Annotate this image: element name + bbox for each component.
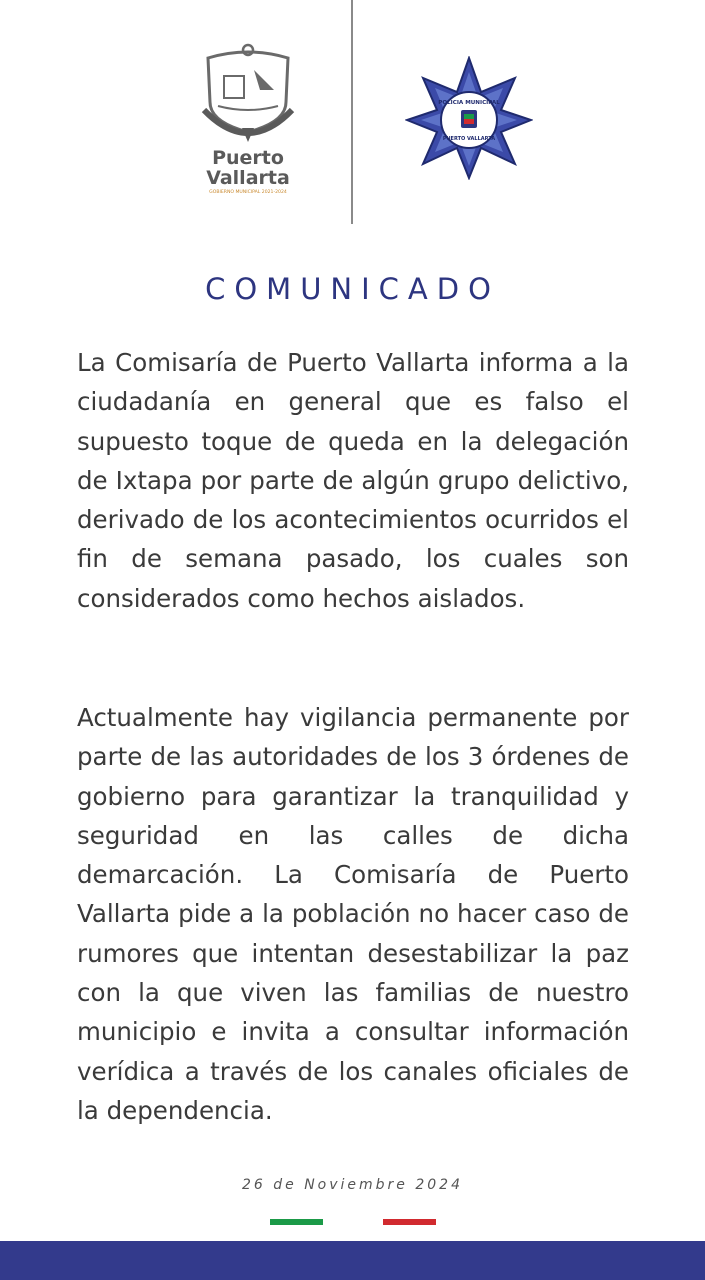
badge-bottom-text: PUERTO VALLARTA <box>442 136 496 142</box>
page-title: COMUNICADO <box>205 272 500 306</box>
paragraph-2: Actualmente hay vigilancia permanente por parte de las autoridades de los 3 órdenes de gobierno para garantizar la tranquilidad y seguridad en las calles de dicha demarcación. La Comisaría de Puerto Vallarta pide a la población no hacer caso de rumores que intentan desestabilizar la paz con la que viven las familias de nuestro municipio e invita a consultar información verídica a través de los canales oficiales de la dependencia. <box>77 703 629 1125</box>
badge-top-text: POLICIA MUNICIPAL <box>438 100 500 106</box>
policia-municipal-badge <box>405 56 533 180</box>
puerto-vallarta-logo <box>196 40 300 200</box>
paragraph-1: La Comisaría de Puerto Vallarta informa a la ciudadanía en general que es falso el supuesto toque de queda en la delegación de Ixtapa por parte de algún grupo delictivo, derivado de los acontecimientos ocurridos el fin de semana pasado, los cuales son considerados como hechos aislados. <box>77 348 629 613</box>
flag-green-stripe <box>270 1219 323 1225</box>
document-date: 26 de Noviembre 2024 <box>241 1177 463 1193</box>
footer-bar <box>0 1241 705 1280</box>
logo-name-line1: Puerto <box>212 147 284 169</box>
logo-name-line2: Vallarta <box>206 167 290 189</box>
flag-red-stripe <box>383 1219 436 1225</box>
logo-divider <box>351 0 353 224</box>
logo-tagline: GOBIERNO MUNICIPAL 2021-2024 <box>209 190 287 195</box>
